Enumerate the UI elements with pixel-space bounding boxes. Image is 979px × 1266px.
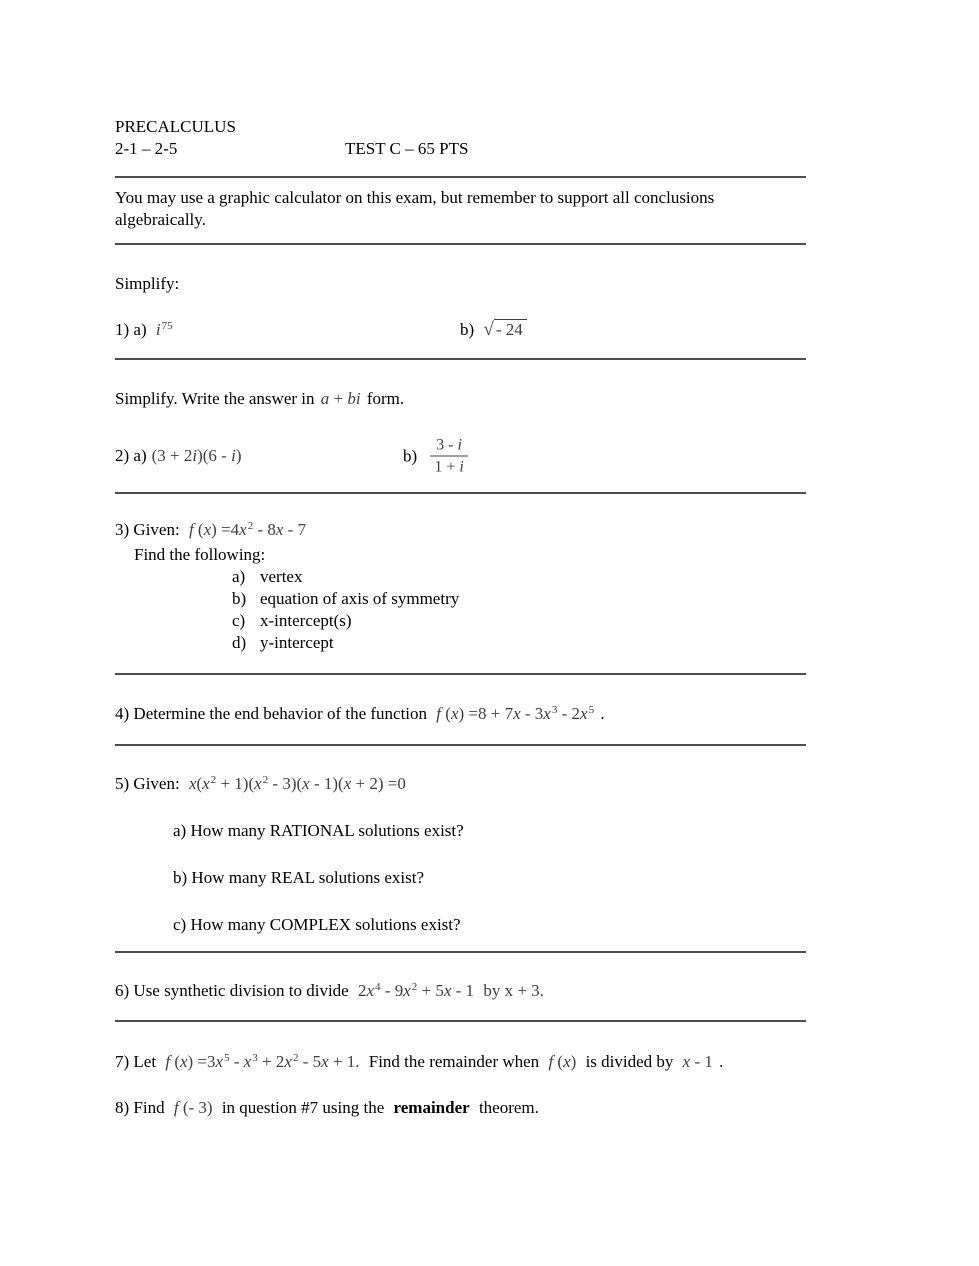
q2-fraction-b xyxy=(430,436,468,477)
q3-given-row xyxy=(115,519,806,541)
question-6 xyxy=(115,980,806,1002)
q1-prompt: Simplify: xyxy=(115,274,180,293)
q8-math: f (- 3) xyxy=(173,1098,213,1117)
q8-mid: in question #7 using the xyxy=(221,1098,385,1117)
separator-line xyxy=(115,1020,806,1022)
q7-math-divisor: x - 1 xyxy=(682,1052,713,1071)
header-row xyxy=(115,138,806,160)
separator-line xyxy=(115,673,806,675)
item-label: a) xyxy=(232,567,246,586)
q4-math: f $(x) =8 + 7x - 3x^3 - 2x^5$ xyxy=(436,704,595,723)
q8-bold-word: remainder xyxy=(393,1098,470,1117)
item-label: b) xyxy=(232,589,247,608)
question-5 xyxy=(115,773,806,936)
fraction-denominator: 1 + i xyxy=(434,458,464,476)
question-3 xyxy=(115,519,806,654)
question-2 xyxy=(115,431,806,481)
q5-math: $x(x^2 + 1)(x^2 - 3)(x - 1)(x + 2) =0$ xyxy=(188,774,406,793)
radical-sign: √ xyxy=(483,319,494,340)
q2-expression-a: (3 + 2i)(6 - i) xyxy=(151,446,242,465)
test-title: TEST C – 65 PTS xyxy=(345,139,469,158)
q2-prompt-text: Simplify. Write the answer in xyxy=(115,389,315,408)
item-text: equation of axis of symmetry xyxy=(260,589,460,608)
q6-text: 6) Use synthetic division to divide xyxy=(115,981,349,1000)
q1-part-b xyxy=(460,319,527,341)
q2-part-b xyxy=(403,436,468,477)
q3-given-math: f $(x) =4x^2 - 8x - 7$ xyxy=(188,520,307,539)
q3-list xyxy=(232,566,806,654)
question-8 xyxy=(115,1097,806,1119)
q5-item-b: b) How many REAL solutions exist? xyxy=(173,868,425,887)
separator-line xyxy=(115,243,806,245)
fraction-numerator: 3 - i xyxy=(430,436,468,457)
q3-find-label: Find the following: xyxy=(134,545,266,564)
document-content xyxy=(115,116,806,1119)
separator-line xyxy=(115,744,806,746)
list-item xyxy=(232,632,806,654)
q1-label-a: 1) a) xyxy=(115,320,147,339)
separator-line xyxy=(115,951,806,953)
item-text: y-intercept xyxy=(260,633,334,652)
question-1 xyxy=(115,319,806,344)
q2-prompt-post: form. xyxy=(366,389,405,408)
q7-math-f: f (x) xyxy=(548,1052,577,1071)
q2-label-a: 2) a) xyxy=(115,446,147,465)
q2-label-b: b) xyxy=(403,446,418,465)
q8-post: theorem. xyxy=(478,1098,539,1117)
q4-text: 4) Determine the end behavior of the function xyxy=(115,704,428,723)
question-7 xyxy=(115,1051,806,1073)
q5-given-row xyxy=(115,773,806,795)
q5-item-c: c) How many COMPLEX solutions exist? xyxy=(173,915,461,934)
q5-lead: 5) Given: xyxy=(115,774,180,793)
item-label: c) xyxy=(232,611,246,630)
list-item xyxy=(232,566,806,588)
separator-line xyxy=(115,492,806,494)
radicand: - 24 xyxy=(494,319,527,339)
q6-tail: by x + 3. xyxy=(483,981,544,1000)
separator-line xyxy=(115,358,806,360)
q6-math: $2x^4 - 9x^2 + 5x - 1$ xyxy=(357,981,475,1000)
q2-prompt-math: a + bi xyxy=(320,389,361,408)
q1-label-b: b) xyxy=(460,320,475,339)
q7-math-function: f $(x) =3x^5 - x^3 + 2x^2 - 5x + 1$. xyxy=(165,1052,360,1071)
q8-pre: 8) Find xyxy=(115,1098,165,1117)
list-item xyxy=(232,610,806,632)
q7-pre: 7) Let xyxy=(115,1052,157,1071)
item-label: d) xyxy=(232,633,247,652)
q5-item-a: a) How many RATIONAL solutions exist? xyxy=(173,821,464,840)
q2-prompt xyxy=(115,388,806,410)
q7-period: . xyxy=(719,1052,724,1071)
q3-lead: 3) Given: xyxy=(115,520,180,539)
q1-expression-a: $i^{75}$ xyxy=(155,320,173,339)
q4-period: . xyxy=(600,704,605,723)
item-text: vertex xyxy=(260,567,303,586)
q7-mid2: is divided by xyxy=(585,1052,674,1071)
separator-line xyxy=(115,176,806,178)
unit-range: 2-1 – 2-5 xyxy=(115,139,178,158)
q7-mid: Find the remainder when xyxy=(368,1052,540,1071)
item-text: x-intercept(s) xyxy=(260,611,352,630)
q1-expression-b xyxy=(483,320,526,339)
course-title: PRECALCULUS xyxy=(115,117,236,136)
list-item xyxy=(232,588,806,610)
question-4 xyxy=(115,703,806,725)
exam-instructions: You may use a graphic calculator on this exam, but remember to support all conclusions algebraically. xyxy=(115,188,715,229)
